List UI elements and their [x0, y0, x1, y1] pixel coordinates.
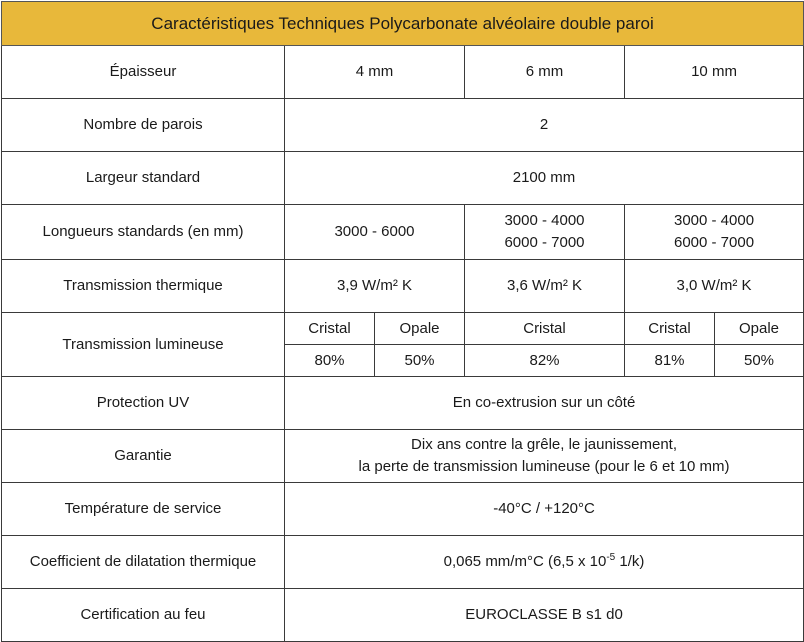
- lumineuse-header-cristal-4: Cristal: [285, 313, 375, 345]
- table-row: [2, 430, 804, 483]
- longueurs-10-line-2: 6000 - 7000: [673, 234, 755, 251]
- row-label-lumineuse: Transmission lumineuse: [2, 313, 285, 377]
- garantie-line-1: Dix ans contre la grêle, le jaunissement,: [411, 436, 677, 453]
- table-row: [2, 152, 804, 205]
- cell-thermique-4: 3,9 W/m² K: [285, 260, 465, 313]
- row-label-uv: Protection UV: [2, 377, 285, 430]
- table-row: [2, 483, 804, 536]
- row-label-epaisseur: Épaisseur: [2, 46, 285, 99]
- cell-garantie: [285, 430, 804, 483]
- table-row: [2, 377, 804, 430]
- lumineuse-value-cristal-4: 80%: [285, 345, 375, 377]
- lumineuse-value-opale-10: 50%: [715, 345, 804, 377]
- row-label-parois: Nombre de parois: [2, 99, 285, 152]
- table-row: [2, 99, 804, 152]
- longueurs-6-line-2: 6000 - 7000: [504, 234, 585, 251]
- cell-epaisseur-10: 10 mm: [625, 46, 804, 99]
- dilatation-prefix: 0,065 mm/m°C (6,5 x 10: [443, 553, 607, 570]
- row-label-garantie: Garantie: [2, 430, 285, 483]
- table-row: [2, 589, 804, 642]
- cell-feu: EUROCLASSE B s1 d0: [285, 589, 804, 642]
- garantie-line-2: la perte de transmission lumineuse (pour le 6 et 10 mm): [358, 458, 730, 475]
- lumineuse-header-cristal-10: Cristal: [625, 313, 715, 345]
- cell-longueurs-10: [625, 205, 804, 260]
- cell-epaisseur-6: 6 mm: [465, 46, 625, 99]
- row-label-dilatation: Coefficient de dilatation thermique: [2, 536, 285, 589]
- cell-longueurs-6: [465, 205, 625, 260]
- lumineuse-header-opale-10: Opale: [715, 313, 804, 345]
- row-label-longueurs: Longueurs standards (en mm): [2, 205, 285, 260]
- longueurs-10-line-1: 3000 - 4000: [673, 212, 755, 229]
- row-label-largeur: Largeur standard: [2, 152, 285, 205]
- cell-thermique-6: 3,6 W/m² K: [465, 260, 625, 313]
- lumineuse-value-cristal-10: 81%: [625, 345, 715, 377]
- row-label-feu: Certification au feu: [2, 589, 285, 642]
- dilatation-suffix: 1/k): [615, 553, 645, 570]
- table-title: Caractéristiques Techniques Polycarbonate alvéolaire double paroi: [2, 2, 804, 46]
- lumineuse-header-opale-4: Opale: [375, 313, 465, 345]
- lumineuse-value-opale-4: 50%: [375, 345, 465, 377]
- longueurs-6-line-1: 3000 - 4000: [504, 212, 585, 229]
- table-row: [2, 46, 804, 99]
- cell-epaisseur-4: 4 mm: [285, 46, 465, 99]
- cell-dilatation: [285, 536, 804, 589]
- cell-largeur: 2100 mm: [285, 152, 804, 205]
- table-row: [2, 205, 804, 260]
- table-row: [2, 260, 804, 313]
- row-label-thermique: Transmission thermique: [2, 260, 285, 313]
- cell-longueurs-4: 3000 - 6000: [285, 205, 465, 260]
- lumineuse-value-cristal-6: 82%: [465, 345, 625, 377]
- cell-temperature: -40°C / +120°C: [285, 483, 804, 536]
- cell-parois: 2: [285, 99, 804, 152]
- table-row: [2, 536, 804, 589]
- cell-uv: En co-extrusion sur un côté: [285, 377, 804, 430]
- cell-thermique-10: 3,0 W/m² K: [625, 260, 804, 313]
- lumineuse-header-cristal-6: Cristal: [465, 313, 625, 345]
- dilatation-exponent: -5: [606, 552, 616, 563]
- row-label-temperature: Température de service: [2, 483, 285, 536]
- table-row: [2, 313, 804, 345]
- spec-table: [1, 1, 804, 642]
